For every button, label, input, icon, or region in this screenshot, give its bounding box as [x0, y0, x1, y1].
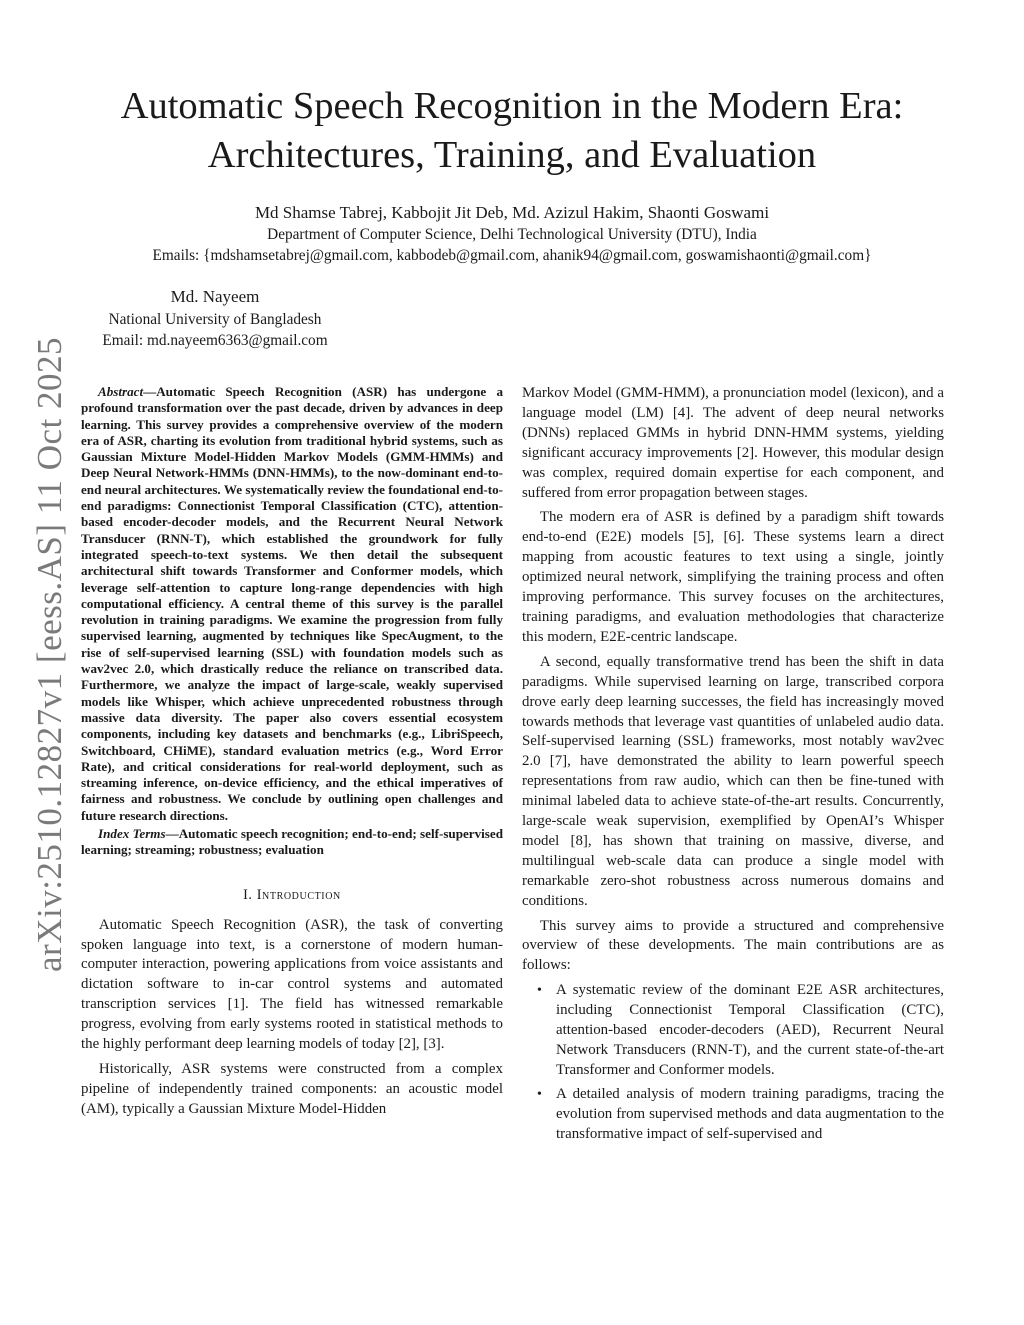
contributions-list: [522, 981, 944, 1144]
author-affiliation: Department of Computer Science, Delhi Technological University (DTU), India: [267, 226, 757, 243]
index-terms-text: —Automatic speech recognition; end-to-end; self-supervised learning; streaming; robustness; evaluation: [81, 826, 503, 858]
intro-paragraph-2-continued: Markov Model (GMM-HMM), a pronunciation model (lexicon), and a language model (LM) [4]. The advent of deep neural networks (DNNs) replaced GMMs in hybrid DNN-HMM systems, yielding significant accuracy improvements [2]. However, this modular design was complex, required domain expertise for each component, and suffered from error propagation between stages.: [522, 385, 944, 501]
right-column: [522, 384, 944, 1149]
contribution-text: A detailed analysis of modern training paradigms, tracing the evolution from supervised methods and data augmentation to the transformative impact of self-supervised and: [556, 1085, 944, 1142]
title-line-1: Automatic Speech Recognition in the Modern Era:: [120, 85, 904, 127]
intro-paragraph-5: This survey aims to provide a structured and comprehensive overview of these developments. The main contributions are as follows:: [522, 917, 944, 974]
section-heading-introduction: I. Introduction: [243, 886, 341, 903]
arxiv-identifier: arXiv:2510.12827v1 [eess.AS] 11 Oct 2025: [30, 336, 69, 972]
paper-title: [60, 82, 964, 180]
abstract-text: —Automatic Speech Recognition (ASR) has undergone a profound transformation over the past decade, driven by advances in deep learning. This survey provides a comprehensive overview of the modern era of ASR, charting its evolution from traditional hybrid systems, such as Gaussian Mixture Model-Hidden Markov Models (GMM-HMMs) and Deep Neural Network-HMMs (DNN-HMMs), to the now-dominant end-to-end neural architectures. We systematically review the foundational end-to-end paradigms: Connectionist Temporal Classification (CTC), attention-based encoder-decoder models, and the Recurrent Neural Network Transducer (RNN-T), which established the groundwork for fully integrated speech-to-text systems. We then detail the subsequent architectural shift towards Transformer and Conformer models, which leverage self-attention to capture long-range dependencies with high computational efficiency. A central theme of this survey is the parallel revolution in training paradigms. We examine the progression from fully supervised learning, augmented by techniques like SpecAugment, to the rise of self-supervised learning (SSL) with foundation models such as wav2vec 2.0, which drastically reduce the reliance on transcribed data. Furthermore, we analyze the impact of large-scale, weakly supervised models like Whisper, which achieve unprecedented robustness through massive data diversity. The paper also covers essential ecosystem components, including key datasets and benchmarks (e.g., LibriSpeech, Switchboard, CHiME), standard evaluation metrics (e.g., Word Error Rate), and critical considerations for real-world deployment, such as streaming inference, on-device efficiency, and the ethical imperatives of fairness and robustness. We conclude by outlining open challenges and future research directions.: [81, 384, 503, 823]
author-block-second: [70, 285, 360, 351]
intro-paragraph-1: Automatic Speech Recognition (ASR), the task of converting spoken language into text, is a cornerstone of modern human-computer interaction, powering applications from voice assistants and dictation software to in-car control systems and automated transcription services [1]. The field has witnessed remarkable progress, evolving from early systems rooted in statistical methods to the highly performant deep learning models of today [2], [3].: [81, 916, 503, 1053]
title-line-2: Architectures, Training, and Evaluation: [207, 134, 817, 176]
intro-paragraph-3: The modern era of ASR is defined by a paradigm shift towards end-to-end (E2E) models [5], [6]. These systems learn a direct mapping from acoustic features to text using a single, jointly optimized neural network, simplifying the training process and often improving performance. This survey focuses on the architectures, training paradigms, and evaluation methodologies that characterize this modern, E2E-centric landscape.: [522, 509, 944, 645]
index-terms-lead: Index Terms: [98, 826, 166, 842]
left-column: [81, 384, 503, 1125]
list-item: [522, 981, 944, 1081]
author-names: Md Shamse Tabrej, Kabbojit Jit Deb, Md. Azizul Hakim, Shaonti Goswami: [254, 203, 770, 222]
bullet-icon: •: [537, 1086, 542, 1102]
bullet-icon: •: [537, 983, 542, 999]
intro-paragraph-4: A second, equally transformative trend has been the shift in data paradigms. While supervised learning on large, transcribed corpora drove early deep learning successes, the field has increasingly moved towards methods that leverage vast quantities of unlabeled audio data. Self-supervised learning (SSL) frameworks, most notably wav2vec 2.0 [7], have demonstrated the ability to learn powerful speech representations from raw audio, which can then be fine-tuned with minimal labeled data to achieve state-of-the-art results. Concurrently, large-scale weak supervision, exemplified by OpenAI’s Whisper model [8], has shown that training on massive, diverse, and multilingual web-scale data can produce a single model with remarkable zero-shot robustness across numerous domains and conditions.: [522, 653, 944, 909]
abstract: [81, 384, 503, 824]
abstract-lead: Abstract: [98, 384, 144, 399]
second-author-email: Email: md.nayeem6363@gmail.com: [102, 332, 328, 349]
author-emails: Emails: {mdshamsetabrej@gmail.com, kabbodeb@gmail.com, ahanik94@gmail.com, goswamishaonti@gmail.com}: [152, 247, 872, 264]
intro-paragraph-2: Historically, ASR systems were constructed from a complex pipeline of independently trained components: an acoustic model (AM), typically a Gaussian Mixture Model-Hidden: [81, 1060, 503, 1117]
second-author-affiliation: National University of Bangladesh: [108, 311, 322, 328]
contribution-text: A systematic review of the dominant E2E ASR architectures, including Connectionist Temporal Classification (CTC), attention-based encoder-decoders (AED), Recurrent Neural Network Transducers (RNN-T), and the current state-of-the-art Transformer and Conformer models.: [556, 982, 944, 1078]
author-block-main: [60, 202, 964, 266]
index-terms: [81, 826, 503, 859]
list-item: [522, 1085, 944, 1145]
second-author-name: Md. Nayeem: [170, 287, 260, 306]
